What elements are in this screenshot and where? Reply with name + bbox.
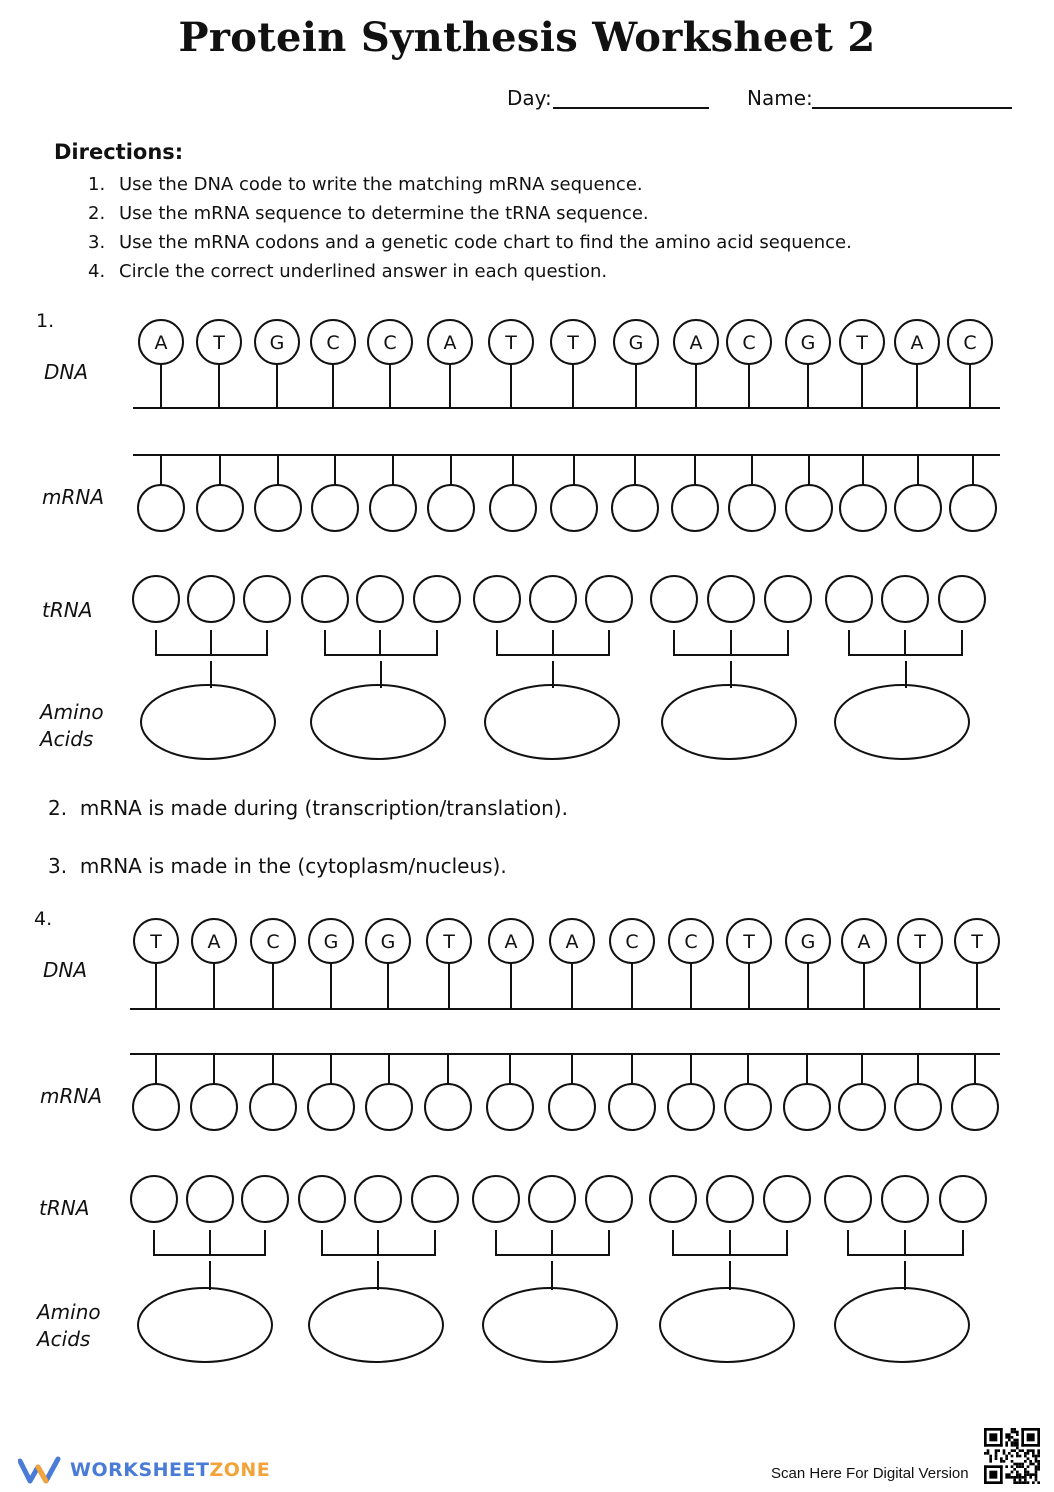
dna-base-letter: G bbox=[323, 931, 339, 953]
codon-bracket bbox=[322, 1230, 435, 1255]
dna-row-label: DNA bbox=[44, 360, 89, 384]
mrna-blank-circle bbox=[725, 1084, 771, 1130]
mrna-row-label: mRNA bbox=[42, 485, 105, 509]
dna-base-letter: A bbox=[689, 332, 703, 354]
dna-base-letter: C bbox=[266, 931, 280, 953]
dna-base-letter: C bbox=[326, 332, 340, 354]
trna-blank-circle bbox=[940, 1176, 986, 1222]
mrna-blank-circle bbox=[609, 1084, 655, 1130]
direction-text: Circle the correct underlined answer in each question. bbox=[119, 261, 608, 282]
trna-blank-circle bbox=[939, 576, 985, 622]
dna-base-letter: C bbox=[963, 332, 977, 354]
mrna-blank-circle bbox=[312, 485, 358, 531]
trna-blank-circle bbox=[474, 576, 520, 622]
amino-acid-oval bbox=[662, 685, 796, 759]
trna-blank-circle bbox=[187, 1176, 233, 1222]
trna-blank-circle bbox=[299, 1176, 345, 1222]
trna-blank-circle bbox=[529, 1176, 575, 1222]
codon-bracket bbox=[154, 1230, 265, 1255]
mrna-blank-circle bbox=[612, 485, 658, 531]
direction-text: Use the mRNA sequence to determine the tRNA sequence. bbox=[119, 203, 649, 224]
amino-row-label-line2: Acids bbox=[37, 1327, 91, 1351]
trna-blank-circle bbox=[302, 576, 348, 622]
dna-base-letter: C bbox=[684, 931, 698, 953]
mrna-blank-circle bbox=[370, 485, 416, 531]
dna-base-letter: A bbox=[154, 332, 168, 354]
trna-row-label: tRNA bbox=[42, 598, 93, 622]
mrna-blank-circle bbox=[672, 485, 718, 531]
mrna-blank-circle bbox=[366, 1084, 412, 1130]
brand-logo bbox=[18, 1455, 270, 1485]
dna-base-letter: A bbox=[565, 931, 579, 953]
direction-text: Use the DNA code to write the matching mRNA sequence. bbox=[119, 174, 643, 195]
mrna-blank-circle bbox=[839, 1084, 885, 1130]
codon-bracket bbox=[849, 630, 962, 655]
mrna-blank-circle bbox=[729, 485, 775, 531]
amino-acid-oval bbox=[141, 685, 275, 759]
brand-name-part2: ZONE bbox=[209, 1459, 271, 1481]
mrna-blank-circle bbox=[487, 1084, 533, 1130]
mrna-blank-circle bbox=[549, 1084, 595, 1130]
dna-base-letter: G bbox=[269, 332, 285, 354]
dna-base-letter: T bbox=[505, 332, 517, 354]
trna-blank-circle bbox=[586, 1176, 632, 1222]
trna-blank-circle bbox=[707, 1176, 753, 1222]
trna-blank-circle bbox=[764, 1176, 810, 1222]
codon-bracket bbox=[496, 1230, 609, 1255]
mrna-blank-circle bbox=[308, 1084, 354, 1130]
trna-blank-circle bbox=[473, 1176, 519, 1222]
trna-blank-circle bbox=[765, 576, 811, 622]
mrna-blank-circle bbox=[895, 485, 941, 531]
mrna-blank-circle bbox=[786, 485, 832, 531]
amino-row-label-line1: Amino bbox=[40, 700, 104, 724]
mrna-blank-circle bbox=[952, 1084, 998, 1130]
direction-number: 2. bbox=[88, 203, 106, 224]
trna-blank-circle bbox=[133, 576, 179, 622]
trna-blank-circle bbox=[414, 576, 460, 622]
brand-name bbox=[70, 1459, 270, 1481]
dna-base-letter: G bbox=[380, 931, 396, 953]
amino-acid-oval bbox=[138, 1288, 272, 1362]
dna-base-letter: A bbox=[910, 332, 924, 354]
trna-blank-circle bbox=[357, 576, 403, 622]
trna-blank-circle bbox=[355, 1176, 401, 1222]
name-label: Name: bbox=[747, 86, 813, 110]
dna-base-letter: C bbox=[742, 332, 756, 354]
dna-base-letter: C bbox=[625, 931, 639, 953]
scan-caption: Scan Here For Digital Version bbox=[771, 1465, 969, 1482]
dna-base-letter: T bbox=[213, 332, 225, 354]
dna-base-letter: T bbox=[914, 931, 926, 953]
dna-base-letter: T bbox=[856, 332, 868, 354]
trna-row-label: tRNA bbox=[39, 1196, 90, 1220]
qr-code-icon[interactable] bbox=[984, 1428, 1040, 1484]
amino-row-label-line1: Amino bbox=[37, 1300, 101, 1324]
trna-blank-circle bbox=[244, 576, 290, 622]
mrna-blank-circle bbox=[191, 1084, 237, 1130]
mrna-blank-circle bbox=[784, 1084, 830, 1130]
dna-base-letter: T bbox=[743, 931, 755, 953]
trna-blank-circle bbox=[882, 1176, 928, 1222]
trna-blank-circle bbox=[650, 1176, 696, 1222]
direction-number: 1. bbox=[88, 174, 106, 195]
trna-blank-circle bbox=[586, 576, 632, 622]
direction-number: 4. bbox=[88, 261, 106, 282]
mrna-blank-circle bbox=[428, 485, 474, 531]
codon-bracket bbox=[156, 630, 267, 655]
problem-4-number: 4. bbox=[34, 908, 53, 930]
brand-logo-icon bbox=[18, 1455, 62, 1485]
trna-blank-circle bbox=[188, 576, 234, 622]
dna-base-letter: C bbox=[383, 332, 397, 354]
amino-acid-oval bbox=[485, 685, 619, 759]
mrna-blank-circle bbox=[425, 1084, 471, 1130]
amino-row-label-line2: Acids bbox=[40, 727, 94, 751]
mrna-blank-circle bbox=[250, 1084, 296, 1130]
mrna-blank-circle bbox=[668, 1084, 714, 1130]
trna-blank-circle bbox=[530, 576, 576, 622]
dna-base-letter: T bbox=[443, 931, 455, 953]
question-text: mRNA is made in the (cytoplasm/nucleus). bbox=[79, 854, 507, 878]
page-title: Protein Synthesis Worksheet 2 bbox=[178, 14, 876, 61]
trna-blank-circle bbox=[412, 1176, 458, 1222]
amino-acid-oval bbox=[483, 1288, 617, 1362]
trna-blank-circle bbox=[826, 576, 872, 622]
amino-acid-oval bbox=[311, 685, 445, 759]
trna-blank-circle bbox=[825, 1176, 871, 1222]
question-number: 2. bbox=[48, 796, 68, 820]
dna-base-letter: T bbox=[971, 931, 983, 953]
codon-bracket bbox=[674, 630, 788, 655]
mrna-blank-circle bbox=[840, 485, 886, 531]
question-number: 3. bbox=[48, 854, 68, 878]
day-label: Day: bbox=[507, 86, 552, 110]
dna-base-letter: G bbox=[628, 332, 644, 354]
direction-number: 3. bbox=[88, 232, 106, 253]
trna-blank-circle bbox=[708, 576, 754, 622]
codon-bracket bbox=[497, 630, 609, 655]
amino-acid-oval bbox=[309, 1288, 443, 1362]
amino-acid-oval bbox=[835, 1288, 969, 1362]
codon-bracket bbox=[325, 630, 437, 655]
codon-bracket bbox=[673, 1230, 787, 1255]
mrna-blank-circle bbox=[133, 1084, 179, 1130]
mrna-blank-circle bbox=[138, 485, 184, 531]
directions-heading: Directions: bbox=[54, 140, 184, 164]
dna-row-label: DNA bbox=[43, 958, 88, 982]
problem-1-number: 1. bbox=[36, 310, 55, 332]
dna-base-letter: A bbox=[504, 931, 518, 953]
trna-blank-circle bbox=[242, 1176, 288, 1222]
mrna-blank-circle bbox=[551, 485, 597, 531]
trna-blank-circle bbox=[651, 576, 697, 622]
dna-base-letter: T bbox=[567, 332, 579, 354]
dna-base-letter: G bbox=[800, 332, 816, 354]
mrna-row-label: mRNA bbox=[40, 1084, 103, 1108]
trna-blank-circle bbox=[882, 576, 928, 622]
mrna-blank-circle bbox=[950, 485, 996, 531]
mrna-blank-circle bbox=[490, 485, 536, 531]
trna-blank-circle bbox=[131, 1176, 177, 1222]
direction-text: Use the mRNA codons and a genetic code chart to find the amino acid sequence. bbox=[119, 232, 852, 253]
dna-base-letter: G bbox=[800, 931, 816, 953]
codon-bracket bbox=[848, 1230, 963, 1255]
mrna-blank-circle bbox=[895, 1084, 941, 1130]
dna-base-letter: A bbox=[857, 931, 871, 953]
question-text: mRNA is made during (transcription/translation). bbox=[79, 796, 568, 820]
mrna-blank-circle bbox=[255, 485, 301, 531]
dna-base-letter: T bbox=[150, 931, 162, 953]
mrna-blank-circle bbox=[197, 485, 243, 531]
dna-base-letter: A bbox=[207, 931, 221, 953]
amino-acid-oval bbox=[835, 685, 969, 759]
dna-base-letter: A bbox=[443, 332, 457, 354]
brand-name-part1: WORKSHEET bbox=[70, 1459, 210, 1481]
amino-acid-oval bbox=[660, 1288, 794, 1362]
